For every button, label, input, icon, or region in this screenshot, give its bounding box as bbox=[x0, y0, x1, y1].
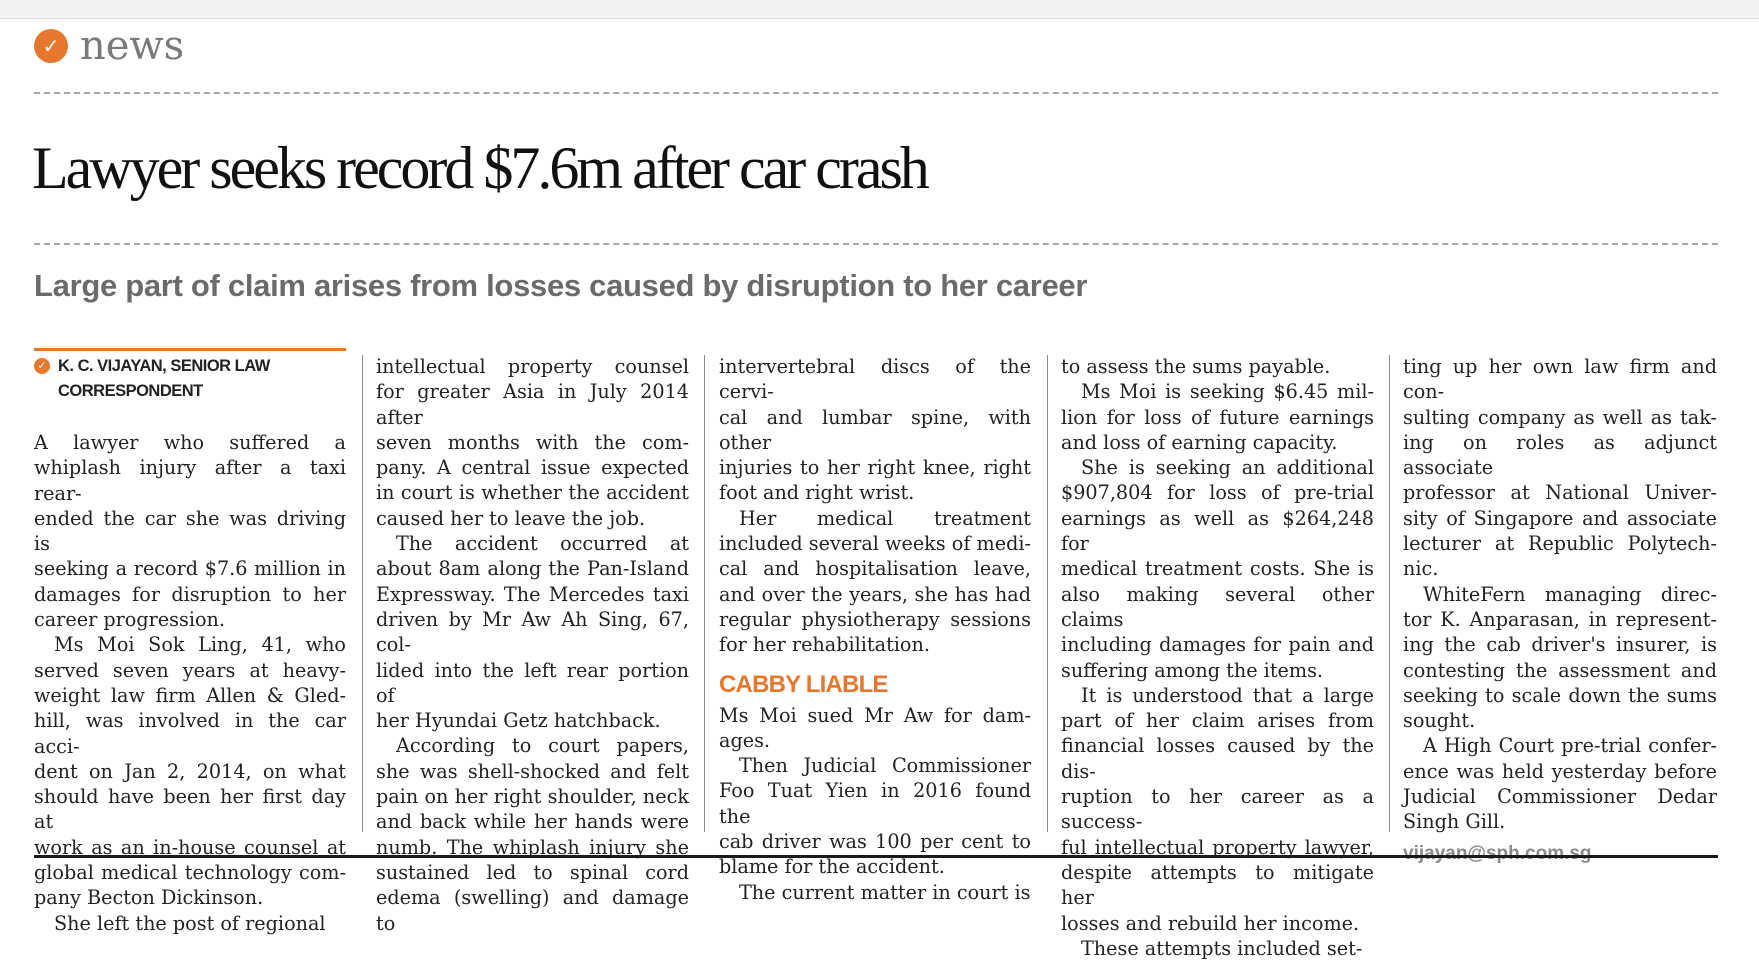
article-text-line: cal and lumbar spine, with other bbox=[719, 405, 1031, 454]
byline-rule bbox=[34, 348, 346, 351]
article-text-line: tor K. Anparasan, in represent- bbox=[1403, 607, 1717, 631]
column-rule bbox=[362, 355, 363, 832]
article-text-line: According to court papers, bbox=[396, 734, 689, 758]
article-text-line: blame for the accident. bbox=[719, 855, 945, 879]
article-text-line: Expressway. The Mercedes taxi bbox=[376, 582, 689, 606]
article-text-line: lion for loss of future earnings bbox=[1061, 405, 1374, 429]
dashed-divider-bottom bbox=[34, 243, 1718, 245]
section-label: news bbox=[80, 23, 185, 69]
article-text-line: Foo Tuat Yien in 2016 found the bbox=[719, 779, 1031, 828]
article-text-line: she was shell-shocked and felt bbox=[376, 759, 689, 783]
article-text-line: The current matter in court is bbox=[739, 880, 1031, 904]
article-text-line: for her rehabilitation. bbox=[719, 633, 930, 657]
article-text-line: numb. The whiplash injury she bbox=[376, 835, 689, 859]
article-text-line: served seven years at heavy- bbox=[34, 658, 346, 682]
article-text-line: sought. bbox=[1403, 709, 1476, 733]
article-text-line: A High Court pre-trial confer- bbox=[1423, 734, 1717, 758]
article-text-line: sulting company as well as tak- bbox=[1403, 405, 1717, 429]
article-text-line: in court is whether the accident bbox=[376, 481, 689, 505]
article-text-line: sustained led to spinal cord bbox=[376, 860, 689, 884]
browser-top-bar bbox=[0, 0, 1759, 19]
article-text-line: cab driver was 100 per cent to bbox=[719, 830, 1031, 854]
byline-role: CORRESPONDENT bbox=[58, 382, 203, 400]
article-text-line: Her medical treatment bbox=[739, 506, 1031, 530]
article-text-line: damages for disruption to her bbox=[34, 582, 346, 606]
article-text-line: for greater Asia in July 2014 after bbox=[376, 380, 689, 429]
article-text-line: ended the car she was driving is bbox=[34, 506, 346, 556]
article-text-line: and back while her hands were bbox=[376, 810, 689, 834]
article-text-line: sity of Singapore and associate bbox=[1403, 506, 1717, 530]
article-text-line: foot and right wrist. bbox=[719, 481, 915, 505]
article-text-line: Ms Moi Sok Ling, 41, who bbox=[54, 633, 346, 657]
article-text-line: injuries to her right knee, right bbox=[719, 456, 1031, 480]
standfirst: Large part of claim arises from losses caused by disruption to her career bbox=[34, 268, 1088, 303]
article-text-line: WhiteFern managing direc- bbox=[1423, 582, 1717, 606]
article-text-line: hill, was involved in the car acci- bbox=[34, 709, 346, 758]
article-text-line: edema (swelling) and damage to bbox=[376, 886, 689, 935]
article-text-line: Then Judicial Commissioner bbox=[739, 754, 1031, 778]
article-text-line: weight law firm Allen & Gled- bbox=[34, 683, 346, 707]
article-text-line: part of her claim arises from bbox=[1061, 709, 1374, 733]
article-column-3 bbox=[719, 354, 1031, 905]
article-text-line: The accident occurred at bbox=[396, 532, 689, 556]
article-text-line: nic. bbox=[1403, 557, 1439, 581]
article-text-line: losses and rebuild her income. bbox=[1061, 911, 1360, 935]
article-text-line: intellectual property counsel bbox=[376, 355, 689, 378]
column-rule bbox=[1389, 355, 1390, 832]
article-text-line: professor at National Univer- bbox=[1403, 481, 1717, 505]
article-text-line: caused her to leave the job. bbox=[376, 506, 646, 530]
article-text-line: lided into the left rear portion of bbox=[376, 658, 689, 707]
article-text-line: and loss of earning capacity. bbox=[1061, 430, 1338, 454]
check-circle-icon: ✓ bbox=[34, 29, 68, 63]
article-text-line: seeking to scale down the sums bbox=[1403, 683, 1717, 707]
article-text-line: dent on Jan 2, 2014, on what bbox=[34, 759, 346, 783]
article-text-line: pany Becton Dickinson. bbox=[34, 886, 264, 910]
headline: Lawyer seeks record $7.6m after car crash bbox=[32, 135, 927, 201]
article-text-line: ing on roles as adjunct associate bbox=[1403, 430, 1717, 480]
article-text-line: Judicial Commissioner Dedar bbox=[1403, 785, 1717, 809]
article-text-line: It is understood that a large bbox=[1081, 683, 1374, 707]
article-text-line: lecturer at Republic Polytech- bbox=[1403, 532, 1717, 556]
column-rule bbox=[1047, 355, 1048, 832]
article-text-line: included several weeks of medi- bbox=[719, 532, 1031, 556]
article-text-line: and over the years, she has had bbox=[719, 582, 1031, 606]
article-text-line: driven by Mr Aw Ah Sing, 67, col- bbox=[376, 607, 689, 657]
article-text-line: She is seeking an additional bbox=[1081, 456, 1374, 480]
article-text-line: cal and hospitalisation leave, bbox=[719, 557, 1031, 581]
article-text-line: intervertebral discs of the cervi- bbox=[719, 355, 1031, 404]
article-text-line: Ms Moi is seeking $6.45 mil- bbox=[1081, 380, 1374, 404]
article-text-line: $907,804 for loss of pre-trial bbox=[1061, 481, 1374, 505]
article-text-line: work as an in-house counsel at bbox=[34, 835, 346, 859]
article-text-line: Singh Gill. bbox=[1403, 810, 1506, 834]
column-rule bbox=[704, 355, 705, 832]
article-text-line: should have been her first day at bbox=[34, 785, 346, 834]
article-text-line: ting up her own law firm and con- bbox=[1403, 355, 1717, 404]
article-text-line: contesting the assessment and bbox=[1403, 658, 1717, 682]
article-text-line: suffering among the items. bbox=[1061, 658, 1324, 682]
article-text-line: ruption to her career as a success- bbox=[1061, 785, 1374, 834]
dashed-divider-top bbox=[34, 92, 1718, 94]
article-text-line: ful intellectual property lawyer, bbox=[1061, 835, 1374, 859]
article-text-line: ence was held yesterday before bbox=[1403, 759, 1717, 783]
article-text-line: A lawyer who suffered a bbox=[34, 431, 346, 454]
article-text-line: earnings as well as $264,248 for bbox=[1061, 506, 1374, 556]
article-column-5 bbox=[1403, 354, 1717, 866]
article-text-line: career progression. bbox=[34, 608, 225, 632]
article-text-line: pany. A central issue expected bbox=[376, 456, 689, 480]
article-text-line: pain on her right shoulder, neck bbox=[376, 785, 689, 809]
article-text-line: about 8am along the Pan-Island bbox=[376, 557, 689, 581]
crosshead: CABBY LIABLE bbox=[719, 670, 888, 698]
article-column-4 bbox=[1061, 354, 1374, 961]
article-text-line: ing the cab driver's insurer, is bbox=[1403, 633, 1717, 657]
byline-name: K. C. VIJAYAN, SENIOR LAW bbox=[58, 357, 270, 375]
article-text-line: regular physiotherapy sessions bbox=[719, 607, 1031, 631]
section-header bbox=[34, 23, 185, 69]
article-text-line: whiplash injury after a taxi rear- bbox=[34, 456, 346, 505]
article-text-line: She left the post of regional bbox=[54, 911, 326, 935]
article-text-line: seven months with the com- bbox=[376, 430, 689, 454]
article-column-1 bbox=[34, 354, 346, 936]
article-text-line: to assess the sums payable. bbox=[1061, 355, 1331, 378]
article-text-line: medical treatment costs. She is bbox=[1061, 557, 1374, 581]
article-text-line: her Hyundai Getz hatchback. bbox=[376, 709, 661, 733]
article-text-line: including damages for pain and bbox=[1061, 633, 1374, 657]
author-email[interactable]: vijayan@sph.com.sg bbox=[1403, 842, 1592, 864]
article-text-line: financial losses caused by the dis- bbox=[1061, 734, 1374, 783]
article-text-line: seeking a record $7.6 million in bbox=[34, 557, 346, 581]
check-circle-icon: ✓ bbox=[34, 358, 50, 374]
article-text-line: despite attempts to mitigate her bbox=[1061, 860, 1374, 910]
article-text-line: Ms Moi sued Mr Aw for dam- bbox=[719, 703, 1031, 727]
byline bbox=[34, 354, 346, 416]
bottom-rule bbox=[34, 855, 1718, 858]
article-column-2 bbox=[376, 354, 689, 936]
article-text-line: also making several other claims bbox=[1061, 582, 1374, 631]
article-text-line: These attempts included set- bbox=[1081, 936, 1363, 960]
article-text-line: ages. bbox=[719, 728, 771, 752]
article-text-line: global medical technology com- bbox=[34, 861, 346, 885]
